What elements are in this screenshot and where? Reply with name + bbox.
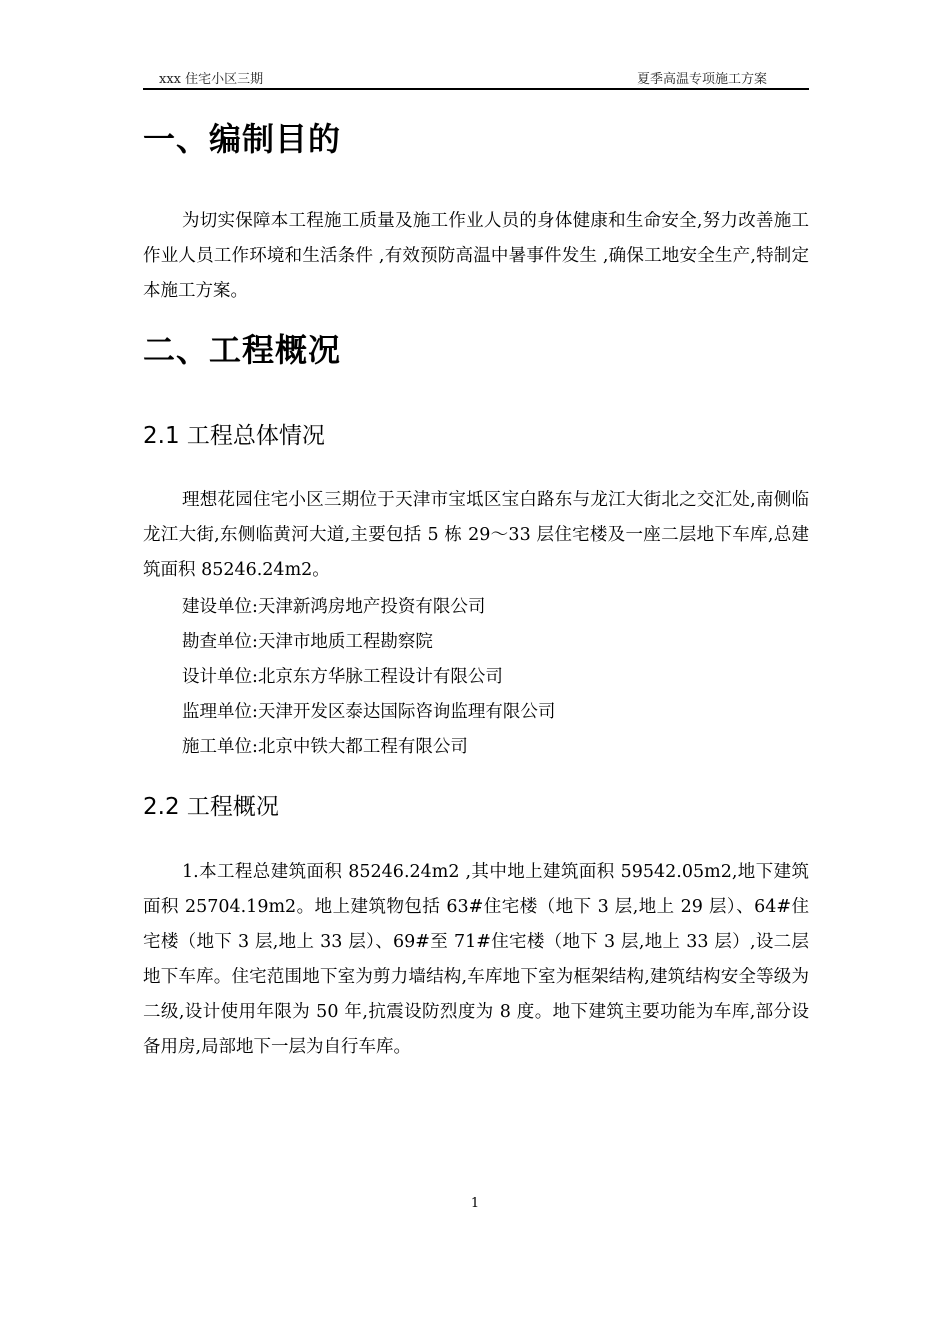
header-document-title: 夏季高温专项施工方案 <box>636 72 767 87</box>
page-header <box>143 64 809 90</box>
survey-unit-line: 勘查单位:天津市地质工程勘察院 <box>182 632 433 652</box>
subsection-2-1-heading: 2.1 工程总体情况 <box>143 423 325 449</box>
section1-paragraph: 为切实保障本工程施工质量及施工作业人员的身体健康和生命安全,努力改善施工作业人员工作环境和生活条件 ,有效预防高温中暑事件发生 ,确保工地安全生产,特制定本施工方案。 <box>143 211 809 301</box>
header-project-name: xxx 住宅小区三期 <box>159 72 264 87</box>
section2-heading: 二、工程概况 <box>143 331 342 369</box>
subsection-2-2-paragraph: 1.本工程总建筑面积 85246.24m2 ,其中地上建筑面积 59542.05m2,地下建筑面积 25704.19m2。地上建筑物包括 63#住宅楼（地下 3 层,地上 29 层）、64#住宅楼（地下 3 层,地上 33 层）、69#至 71#住宅楼（地下 3 层,地上 33 层）,设二层地下车库。住宅范围地下室为剪力墙结构,车库地下室为框架结构,建筑结构安全等级为二级,设计使用年限为 50 年,抗震设防烈度为 8 度。地下建筑主要功能为车库,部分设备用房,局部地下一层为自行车库。 <box>143 862 809 1057</box>
construction-unit-line: 施工单位:北京中铁大都工程有限公司 <box>182 737 468 757</box>
subsection-2-2-heading: 2.2 工程概况 <box>143 794 279 820</box>
design-unit-line: 设计单位:北京东方华脉工程设计有限公司 <box>182 667 503 687</box>
owner-unit-line: 建设单位:天津新鸿房地产投资有限公司 <box>182 597 486 617</box>
page-number: 1 <box>470 1196 480 1211</box>
supervision-unit-line: 监理单位:天津开发区泰达国际咨询监理有限公司 <box>182 702 556 722</box>
section1-heading: 一、编制目的 <box>143 120 342 158</box>
subsection-2-1-paragraph: 理想花园住宅小区三期位于天津市宝坻区宝白路东与龙江大街北之交汇处,南侧临龙江大街,东侧临黄河大道,主要包括 5 栋 29～33 层住宅楼及一座二层地下车库,总建筑面积 85246.24m2。 <box>143 490 809 580</box>
